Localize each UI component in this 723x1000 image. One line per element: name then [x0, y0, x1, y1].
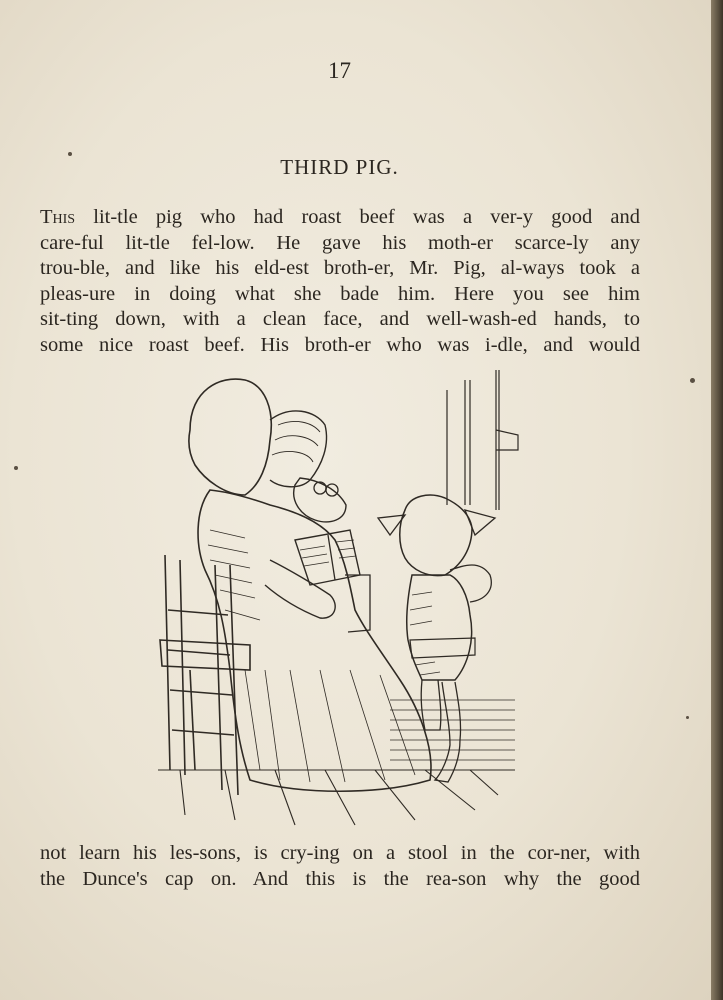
foxing-spot — [14, 466, 18, 470]
drop-word: This — [40, 206, 76, 228]
foxing-spot — [690, 378, 695, 383]
young-pig — [378, 495, 495, 782]
paragraph-1 — [40, 205, 640, 358]
wall-panel — [447, 370, 518, 510]
chapter-heading: THIRD PIG. — [280, 155, 399, 179]
page-number: 17 — [328, 58, 351, 83]
floor-boards — [158, 700, 515, 825]
engraving-illustration-icon — [150, 370, 530, 830]
paragraph-line: the Dunce's cap on. And this is the rea-son why the good — [40, 867, 640, 890]
book-edge — [711, 0, 723, 1000]
paragraph-line: trou-ble, and like his eld-est broth-er, Mr. Pig, al-ways took a — [40, 257, 640, 279]
paragraph-line: sit-ting down, with a clean face, and well-wash-ed hands, to — [40, 308, 640, 330]
foxing-spot — [68, 152, 72, 156]
paragraph-line: care-ful lit-tle fel-low. He gave his moth-er scarce-ly any — [40, 231, 640, 254]
paragraph-line: not learn his les-sons, is cry-ing on a stool in the cor-ner, with — [40, 842, 640, 864]
foxing-spot — [686, 716, 689, 719]
chair — [160, 555, 250, 795]
mother-pig — [189, 379, 431, 791]
paragraph-2 — [40, 841, 640, 892]
paragraph-line: pleas-ure in doing what she bade him. Here you see him — [40, 282, 640, 305]
paragraph-line: This lit-tle pig who had roast beef was a ver-y good and — [40, 206, 640, 228]
paragraph-line: some nice roast beef. His broth-er who was i-dle, and would — [40, 333, 640, 356]
